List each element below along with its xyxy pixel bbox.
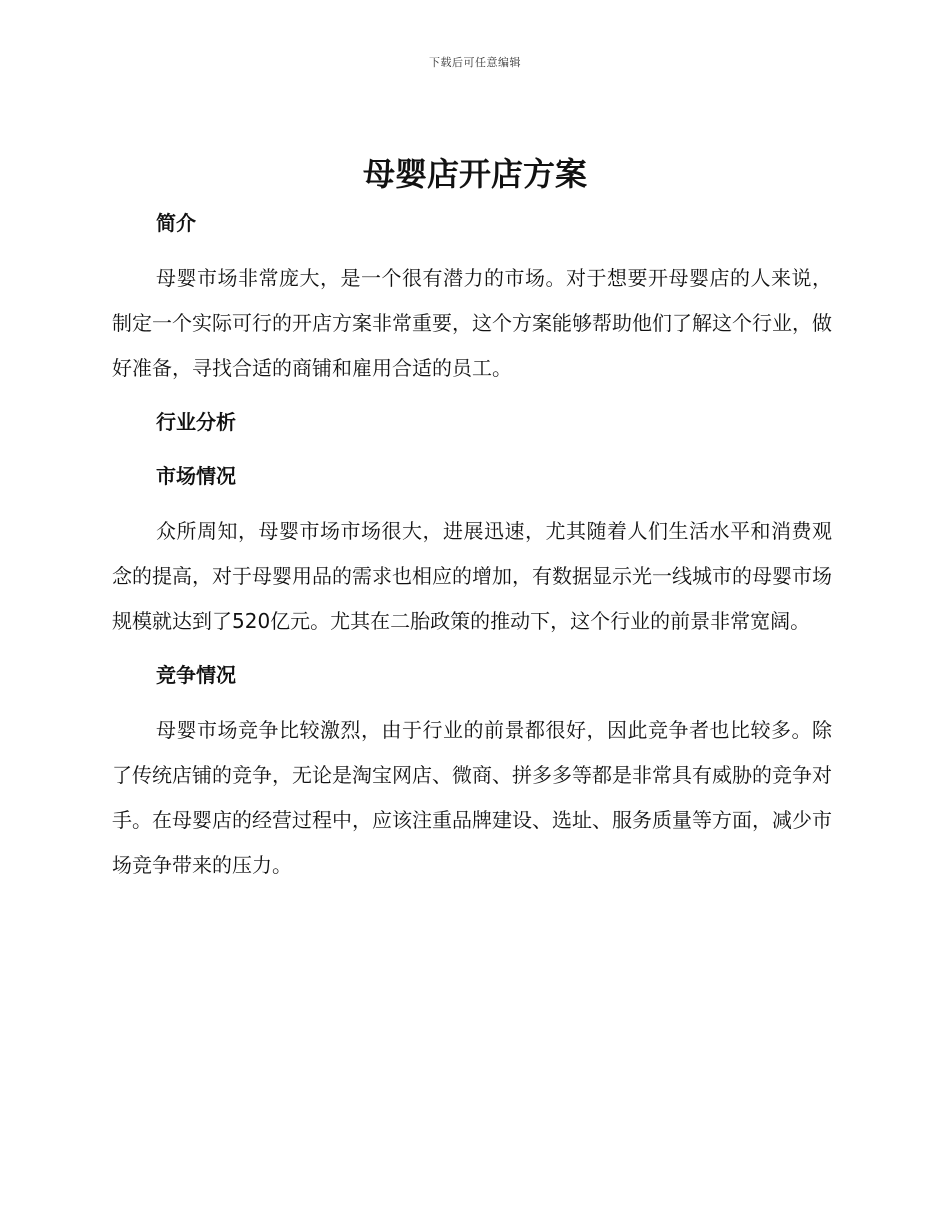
paragraph-intro: 母婴市场非常庞大，是一个很有潜力的市场。对于想要开母婴店的人来说，制定一个实际可行的开店方案非常重要，这个方案能够帮助他们了解这个行业，做好准备，寻找合适的商铺和雇用合适的员工。 [112, 266, 832, 380]
paragraph-market: 众所周知，母婴市场市场很大，进展迅速，尤其随着人们生活水平和消费观念的提高，对于母婴用品的需求也相应的增加，有数据显示光一线城市的母婴市场规模就达到了520亿元。尤其在二胎政策的推动下，这个行业的前景非常宽阔。 [112, 519, 832, 633]
section-heading-market: 市场情况 [156, 464, 236, 488]
spacer [112, 644, 832, 654]
section-heading-intro: 简介 [156, 211, 196, 235]
spacer [112, 244, 832, 256]
section-heading-industry: 行业分析 [156, 410, 236, 434]
page-header-note: 下载后可任意编辑 [429, 56, 521, 69]
document-body [112, 202, 832, 888]
document-title: 母婴店开店方案 [362, 155, 587, 193]
spacer [112, 443, 832, 455]
spacer [112, 391, 832, 401]
paragraph-competition: 母婴市场竞争比较激烈，由于行业的前景都很好，因此竞争者也比较多。除了传统店铺的竞争，无论是淘宝网店、微商、拼多多等都是非常具有威胁的竞争对手。在母婴店的经营过程中，应该注重品牌建设、选址、服务质量等方面，减少市场竞争带来的压力。 [112, 718, 832, 877]
section-heading-competition: 竞争情况 [156, 663, 236, 687]
spacer [112, 497, 832, 509]
spacer [112, 696, 832, 708]
